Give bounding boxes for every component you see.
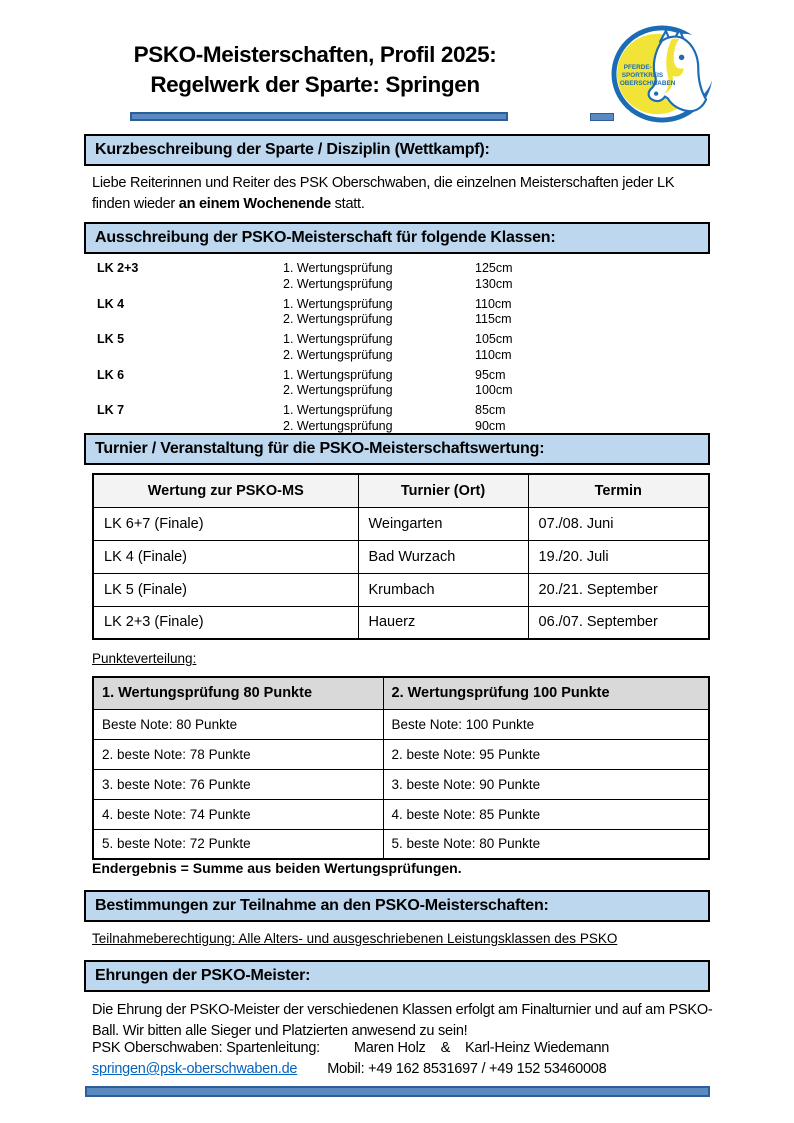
table-row [93, 507, 709, 540]
section-header-bestimmungen: Bestimmungen zur Teilnahme an den PSKO-Meisterschaften: [84, 890, 710, 922]
test-height: 115cm [475, 312, 512, 326]
column-header-wertung: Wertung zur PSKO-MS [93, 474, 358, 507]
test-name: 2. Wertungsprüfung [283, 383, 393, 397]
test-name: 2. Wertungsprüfung [283, 418, 393, 433]
email-link[interactable]: springen@psk-oberschwaben.de [92, 1061, 298, 1077]
class-list [97, 261, 707, 439]
class-label: LK 4 [97, 296, 125, 311]
test-height: 125cm [475, 261, 513, 275]
leader-name-2: Karl-Heinz Wiedemann [464, 1040, 610, 1056]
class-label: LK 2+3 [97, 261, 139, 275]
test-height: 95cm [475, 367, 506, 382]
cell-ort: Weingarten [358, 507, 528, 540]
paragraph-text: statt. [330, 195, 365, 212]
cell-points-wp2: Beste Note: 100 Punkte [383, 709, 709, 739]
title-line-2: Regelwerk der Sparte: Springen [150, 72, 480, 97]
kurzbeschreibung-paragraph [92, 173, 714, 214]
horse-nostril [654, 91, 658, 95]
leader-name-1: Maren Holz [353, 1040, 426, 1056]
cell-termin: 07./08. Juni [528, 507, 709, 540]
title-line-1: PSKO-Meisterschaften, Profil 2025: [133, 42, 497, 67]
table-row [93, 769, 709, 799]
column-header-turnier: Turnier (Ort) [358, 474, 528, 507]
section-header-turnier: Turnier / Veranstaltung für die PSKO-Meisterschaftswertung: [84, 433, 710, 465]
column-header-wp2: 2. Wertungsprüfung 100 Punkte [383, 677, 709, 709]
class-group [97, 297, 707, 328]
footer-divider-bar [85, 1086, 710, 1097]
cell-ort: Hauerz [358, 606, 528, 639]
class-group [97, 332, 707, 363]
logo-text-line3: OBERSCHWABEN [619, 79, 676, 87]
contact-line-leaders [92, 1040, 609, 1056]
class-group [97, 261, 707, 292]
table-row [93, 799, 709, 829]
test-name: 1. Wertungsprüfung [283, 332, 393, 346]
title-divider-bar [130, 112, 508, 121]
cell-ort: Bad Wurzach [358, 540, 528, 573]
test-name: 1. Wertungsprüfung [283, 261, 393, 275]
class-group [97, 403, 707, 434]
spartenleitung-label: PSK Oberschwaben: Spartenleitung: [92, 1040, 320, 1056]
cell-points-wp2: 5. beste Note: 80 Punkte [383, 829, 709, 859]
contact-line-details [92, 1061, 606, 1077]
class-label: LK 5 [97, 332, 125, 346]
cell-wertung: LK 5 (Finale) [93, 573, 358, 606]
test-height: 105cm [475, 332, 513, 346]
points-table [92, 676, 710, 860]
page-title [85, 40, 545, 100]
cell-points-wp2: 4. beste Note: 85 Punkte [383, 799, 709, 829]
test-height: 110cm [475, 296, 512, 311]
logo-text-line1: PFERDE- [623, 64, 652, 72]
table-row [93, 709, 709, 739]
cell-points-wp1: 3. beste Note: 76 Punkte [93, 769, 383, 799]
mobile-numbers: Mobil: +49 162 8531697 / +49 152 53460008 [327, 1061, 607, 1077]
column-header-wp1: 1. Wertungsprüfung 80 Punkte [93, 677, 383, 709]
psko-logo [610, 25, 714, 123]
cell-points-wp2: 3. beste Note: 90 Punkte [383, 769, 709, 799]
test-height: 130cm [475, 276, 513, 291]
cell-termin: 20./21. September [528, 573, 709, 606]
horse-eye [679, 55, 684, 60]
table-row [93, 606, 709, 639]
title-divider-stub [590, 113, 614, 121]
class-label: LK 7 [97, 403, 125, 417]
table-row [93, 540, 709, 573]
table-row [93, 829, 709, 859]
logo-text-line2: SPORTKREIS [621, 71, 664, 79]
cell-wertung: LK 2+3 (Finale) [93, 606, 358, 639]
cell-points-wp1: 2. beste Note: 78 Punkte [93, 739, 383, 769]
cell-ort: Krumbach [358, 573, 528, 606]
class-label: LK 6 [97, 367, 125, 382]
table-row [93, 739, 709, 769]
cell-points-wp1: Beste Note: 80 Punkte [93, 709, 383, 739]
test-name: 2. Wertungsprüfung [283, 347, 393, 362]
cell-wertung: LK 4 (Finale) [93, 540, 358, 573]
cell-points-wp2: 2. beste Note: 95 Punkte [383, 739, 709, 769]
test-name: 2. Wertungsprüfung [283, 312, 393, 326]
tournament-table [92, 473, 710, 640]
table-row [93, 573, 709, 606]
ehrungen-paragraph: Die Ehrung der PSKO-Meister der verschiedenen Klassen erfolgt am Finalturnier und auf am PSKO-Ball. Wir bitten alle Sieger und Platzierten anwesend zu sein! [92, 1002, 713, 1039]
endergebnis-note: Endergebnis = Summe aus beiden Wertungsprüfungen. [92, 860, 462, 876]
test-name: 1. Wertungsprüfung [283, 296, 393, 311]
paragraph-bold-text: an einem Wochenende [178, 195, 331, 212]
cell-wertung: LK 6+7 (Finale) [93, 507, 358, 540]
section-header-ehrungen: Ehrungen der PSKO-Meister: [84, 960, 710, 992]
section-header-kurzbeschreibung: Kurzbeschreibung der Sparte / Disziplin (Wettkampf): [84, 134, 710, 166]
test-name: 2. Wertungsprüfung [283, 276, 393, 291]
test-height: 90cm [475, 418, 506, 433]
section-header-ausschreibung: Ausschreibung der PSKO-Meisterschaft für folgende Klassen: [84, 222, 710, 254]
table-header-row [93, 677, 709, 709]
cell-points-wp1: 4. beste Note: 74 Punkte [93, 799, 383, 829]
test-height: 100cm [475, 383, 513, 397]
table-header-row [93, 474, 709, 507]
paragraph-text: Liebe Reiterinnen und Reiter des PSK Oberschwaben, die einzelnen Meisterschaften jeder LK finden wieder [92, 175, 675, 212]
column-header-termin: Termin [528, 474, 709, 507]
test-height: 85cm [475, 403, 506, 417]
cell-termin: 06./07. September [528, 606, 709, 639]
ampersand: & [440, 1040, 450, 1056]
punkteverteilung-label: Punkteverteilung: [92, 651, 197, 666]
cell-termin: 19./20. Juli [528, 540, 709, 573]
test-name: 1. Wertungsprüfung [283, 403, 393, 417]
test-name: 1. Wertungsprüfung [283, 367, 393, 382]
teilnahmeberechtigung-text: Teilnahmeberechtigung: Alle Alters- und ausgeschriebenen Leistungsklassen des PSKO [92, 931, 618, 946]
class-group [97, 368, 707, 399]
test-height: 110cm [475, 347, 512, 362]
cell-points-wp1: 5. beste Note: 72 Punkte [93, 829, 383, 859]
